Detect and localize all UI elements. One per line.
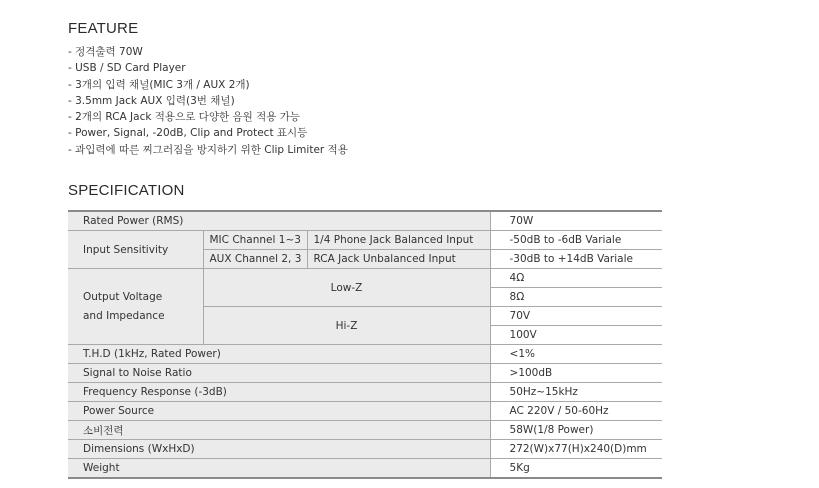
spec-input-value: -50dB to -6dB Variale (490, 231, 662, 250)
spec-value: 272(W)x77(H)x240(D)mm (490, 440, 662, 459)
spec-hi-z-label: Hi-Z (203, 307, 490, 345)
table-row (68, 269, 662, 288)
feature-item: - 과입력에 따른 찌그러짐을 방지하기 위한 Clip Limiter 적용 (68, 143, 348, 156)
feature-item: - 3.5mm Jack AUX 입력(3번 채널) (68, 94, 235, 107)
spec-label: Power Source (68, 402, 490, 421)
spec-value-rated-power: 70W (490, 211, 662, 231)
spec-value: >100dB (490, 364, 662, 383)
table-row (68, 231, 662, 250)
spec-input-type: 1/4 Phone Jack Balanced Input (307, 231, 490, 250)
spec-label: Signal to Noise Ratio (68, 364, 490, 383)
spec-label-rated-power: Rated Power (RMS) (68, 211, 490, 231)
output-voltage-label-line2: and Impedance (83, 309, 165, 322)
feature-item: - 3개의 입력 채널(MIC 3개 / AUX 2개) (68, 78, 250, 91)
table-row (68, 440, 662, 459)
table-row (68, 345, 662, 364)
spec-input-type: RCA Jack Unbalanced Input (307, 250, 490, 269)
specification-heading: SPECIFICATION (68, 182, 185, 199)
table-row (68, 402, 662, 421)
feature-item: - 정격출력 70W (68, 46, 143, 58)
spec-input-channel: AUX Channel 2, 3 (203, 250, 307, 269)
spec-label: Dimensions (WxHxD) (68, 440, 490, 459)
spec-low-z-value: 8Ω (490, 288, 662, 307)
spec-low-z-value: 4Ω (490, 269, 662, 288)
table-row (68, 459, 662, 479)
output-voltage-label-line1: Output Voltage (83, 290, 163, 303)
spec-label-input-sensitivity: Input Sensitivity (68, 231, 203, 269)
spec-value: <1% (490, 345, 662, 364)
table-row (68, 383, 662, 402)
spec-label: 소비전력 (68, 421, 490, 440)
specification-table (68, 210, 662, 479)
feature-item: - USB / SD Card Player (68, 62, 186, 75)
spec-input-value: -30dB to +14dB Variale (490, 250, 662, 269)
spec-value: AC 220V / 50-60Hz (490, 402, 662, 421)
spec-input-channel: MIC Channel 1~3 (203, 231, 307, 250)
feature-heading: FEATURE (68, 20, 139, 37)
spec-label: T.H.D (1kHz, Rated Power) (68, 345, 490, 364)
feature-item: - Power, Signal, -20dB, Clip and Protect 표시등 (68, 127, 308, 140)
table-row (68, 421, 662, 440)
spec-hi-z-value: 70V (490, 307, 662, 326)
spec-label: Weight (68, 459, 490, 479)
spec-label-output-voltage (68, 269, 203, 345)
feature-list (68, 44, 348, 158)
spec-hi-z-value: 100V (490, 326, 662, 345)
spec-value: 58W(1/8 Power) (490, 421, 662, 440)
spec-value: 50Hz~15kHz (490, 383, 662, 402)
spec-low-z-label: Low-Z (203, 269, 490, 307)
feature-item: - 2개의 RCA Jack 적용으로 다양한 음원 적용 가능 (68, 111, 300, 124)
spec-label: Frequency Response (-3dB) (68, 383, 490, 402)
table-row (68, 211, 662, 231)
spec-value: 5Kg (490, 459, 662, 479)
table-row (68, 364, 662, 383)
